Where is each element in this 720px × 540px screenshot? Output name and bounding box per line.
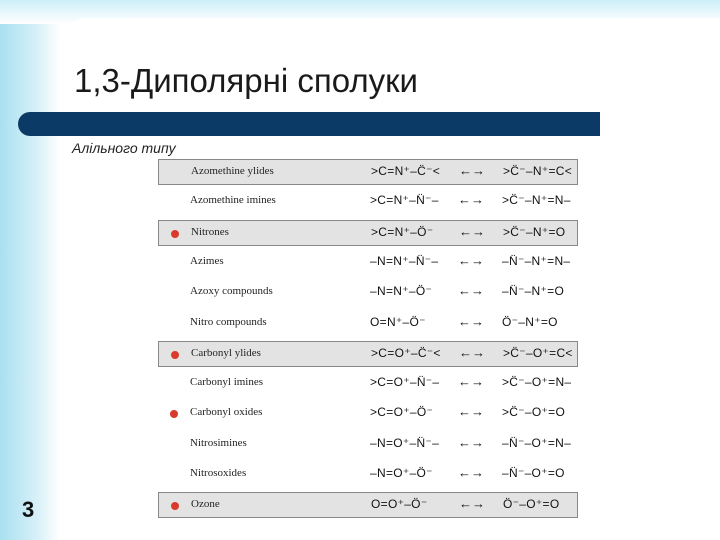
compound-class-name: Carbonyl ylides: [191, 346, 261, 359]
resonance-formula-left: >C=N⁺–Ö⁻: [371, 224, 434, 239]
resonance-arrow-icon: ←→: [458, 192, 484, 208]
resonance-formula-left: >C=O⁺–N̈⁻–: [370, 375, 440, 390]
compound-class-name: Nitro compounds: [190, 315, 267, 328]
bullet-icon: [171, 502, 179, 510]
resonance-arrow-icon: ←→: [458, 252, 484, 268]
resonance-formula-right: Ö⁻–N⁺=O: [502, 314, 558, 329]
resonance-formula-right: >C̈⁻–O⁺=N–: [502, 375, 572, 390]
table-row: [158, 220, 578, 246]
table-row: [158, 462, 578, 488]
table-row: [158, 371, 578, 397]
compound-class-name: Nitrones: [191, 225, 229, 238]
table-row: [158, 280, 578, 306]
table-row: [158, 432, 578, 458]
resonance-formula-left: –N=O⁺–Ö⁻: [370, 466, 433, 480]
bullet-icon: [171, 351, 179, 359]
resonance-formula-left: >C=N⁺–N̈⁻–: [370, 193, 439, 208]
bullet-icon: [171, 230, 179, 238]
resonance-formula-right: >C̈⁻–O⁺=O: [502, 405, 566, 420]
resonance-arrow-icon: ←→: [459, 344, 485, 360]
resonance-formula-right: >C̈⁻–O⁺=C<: [503, 345, 573, 360]
slide-subtitle: Алільного типу: [72, 140, 176, 156]
resonance-formula-right: >C̈⁻–N⁺=C<: [503, 164, 573, 178]
table-row: [158, 311, 578, 337]
resonance-arrow-icon: ←→: [459, 223, 485, 239]
left-decorative-band: [0, 0, 60, 540]
resonance-formula-left: O=O⁺–Ö⁻: [371, 497, 428, 512]
resonance-formula-right: –N̈⁻–O⁺=N–: [502, 435, 572, 450]
compound-class-name: Carbonyl oxides: [190, 406, 263, 419]
slide-number: 3: [22, 497, 35, 522]
compound-class-name: Azimes: [190, 254, 224, 267]
bullet-icon: [170, 410, 178, 418]
table-row: [158, 341, 578, 367]
resonance-formula-right: Ö⁻–O⁺=O: [503, 497, 560, 512]
resonance-formula-left: >C=O⁺–C̈⁻<: [371, 345, 441, 360]
resonance-formula-right: –N̈⁻–O⁺=O: [502, 466, 565, 480]
compound-class-name: Azomethine ylides: [191, 165, 274, 177]
resonance-arrow-icon: ←→: [458, 465, 484, 480]
compound-class-name: Azomethine imines: [190, 194, 276, 207]
resonance-arrow-icon: ←→: [459, 163, 485, 178]
table-row: [158, 250, 578, 276]
resonance-formula-left: –N=O⁺–N̈⁻–: [370, 435, 440, 450]
resonance-arrow-icon: ←→: [458, 404, 484, 420]
resonance-formula-left: >C=O⁺–Ö⁻: [370, 405, 434, 420]
compound-class-name: Nitrosoxides: [190, 467, 247, 479]
resonance-formula-left: >C=N⁺–C̈⁻<: [371, 164, 441, 178]
resonance-formula-left: –N=N⁺–Ö⁻: [370, 284, 433, 299]
table-row: [158, 159, 578, 185]
title-underline-bar: [18, 112, 600, 136]
resonance-formula-right: –N̈⁻–N⁺=N–: [502, 253, 571, 268]
compound-class-name: Ozone: [191, 498, 220, 511]
slide-title: 1,3-Диполярні сполуки: [74, 62, 418, 99]
resonance-arrow-icon: ←→: [459, 496, 485, 512]
resonance-arrow-icon: ←→: [458, 283, 484, 299]
compound-class-name: Azoxy compounds: [190, 285, 273, 298]
resonance-formula-right: >C̈⁻–N⁺=O: [503, 224, 566, 239]
resonance-arrow-icon: ←→: [458, 374, 484, 390]
resonance-arrow-icon: ←→: [458, 434, 484, 450]
resonance-formula-right: >C̈⁻–N⁺=N–: [502, 193, 571, 208]
table-row: [158, 189, 578, 215]
resonance-arrow-icon: ←→: [458, 313, 484, 329]
resonance-formula-right: –N̈⁻–N⁺=O: [502, 284, 565, 299]
compound-class-name: Carbonyl imines: [190, 376, 264, 389]
table-row: [158, 401, 578, 427]
resonance-formula-left: O=N⁺–Ö⁻: [370, 314, 426, 329]
resonance-formula-left: –N=N⁺–N̈⁻–: [370, 253, 439, 268]
compound-class-name: Nitrosimines: [190, 436, 247, 449]
table-row: [158, 492, 578, 518]
